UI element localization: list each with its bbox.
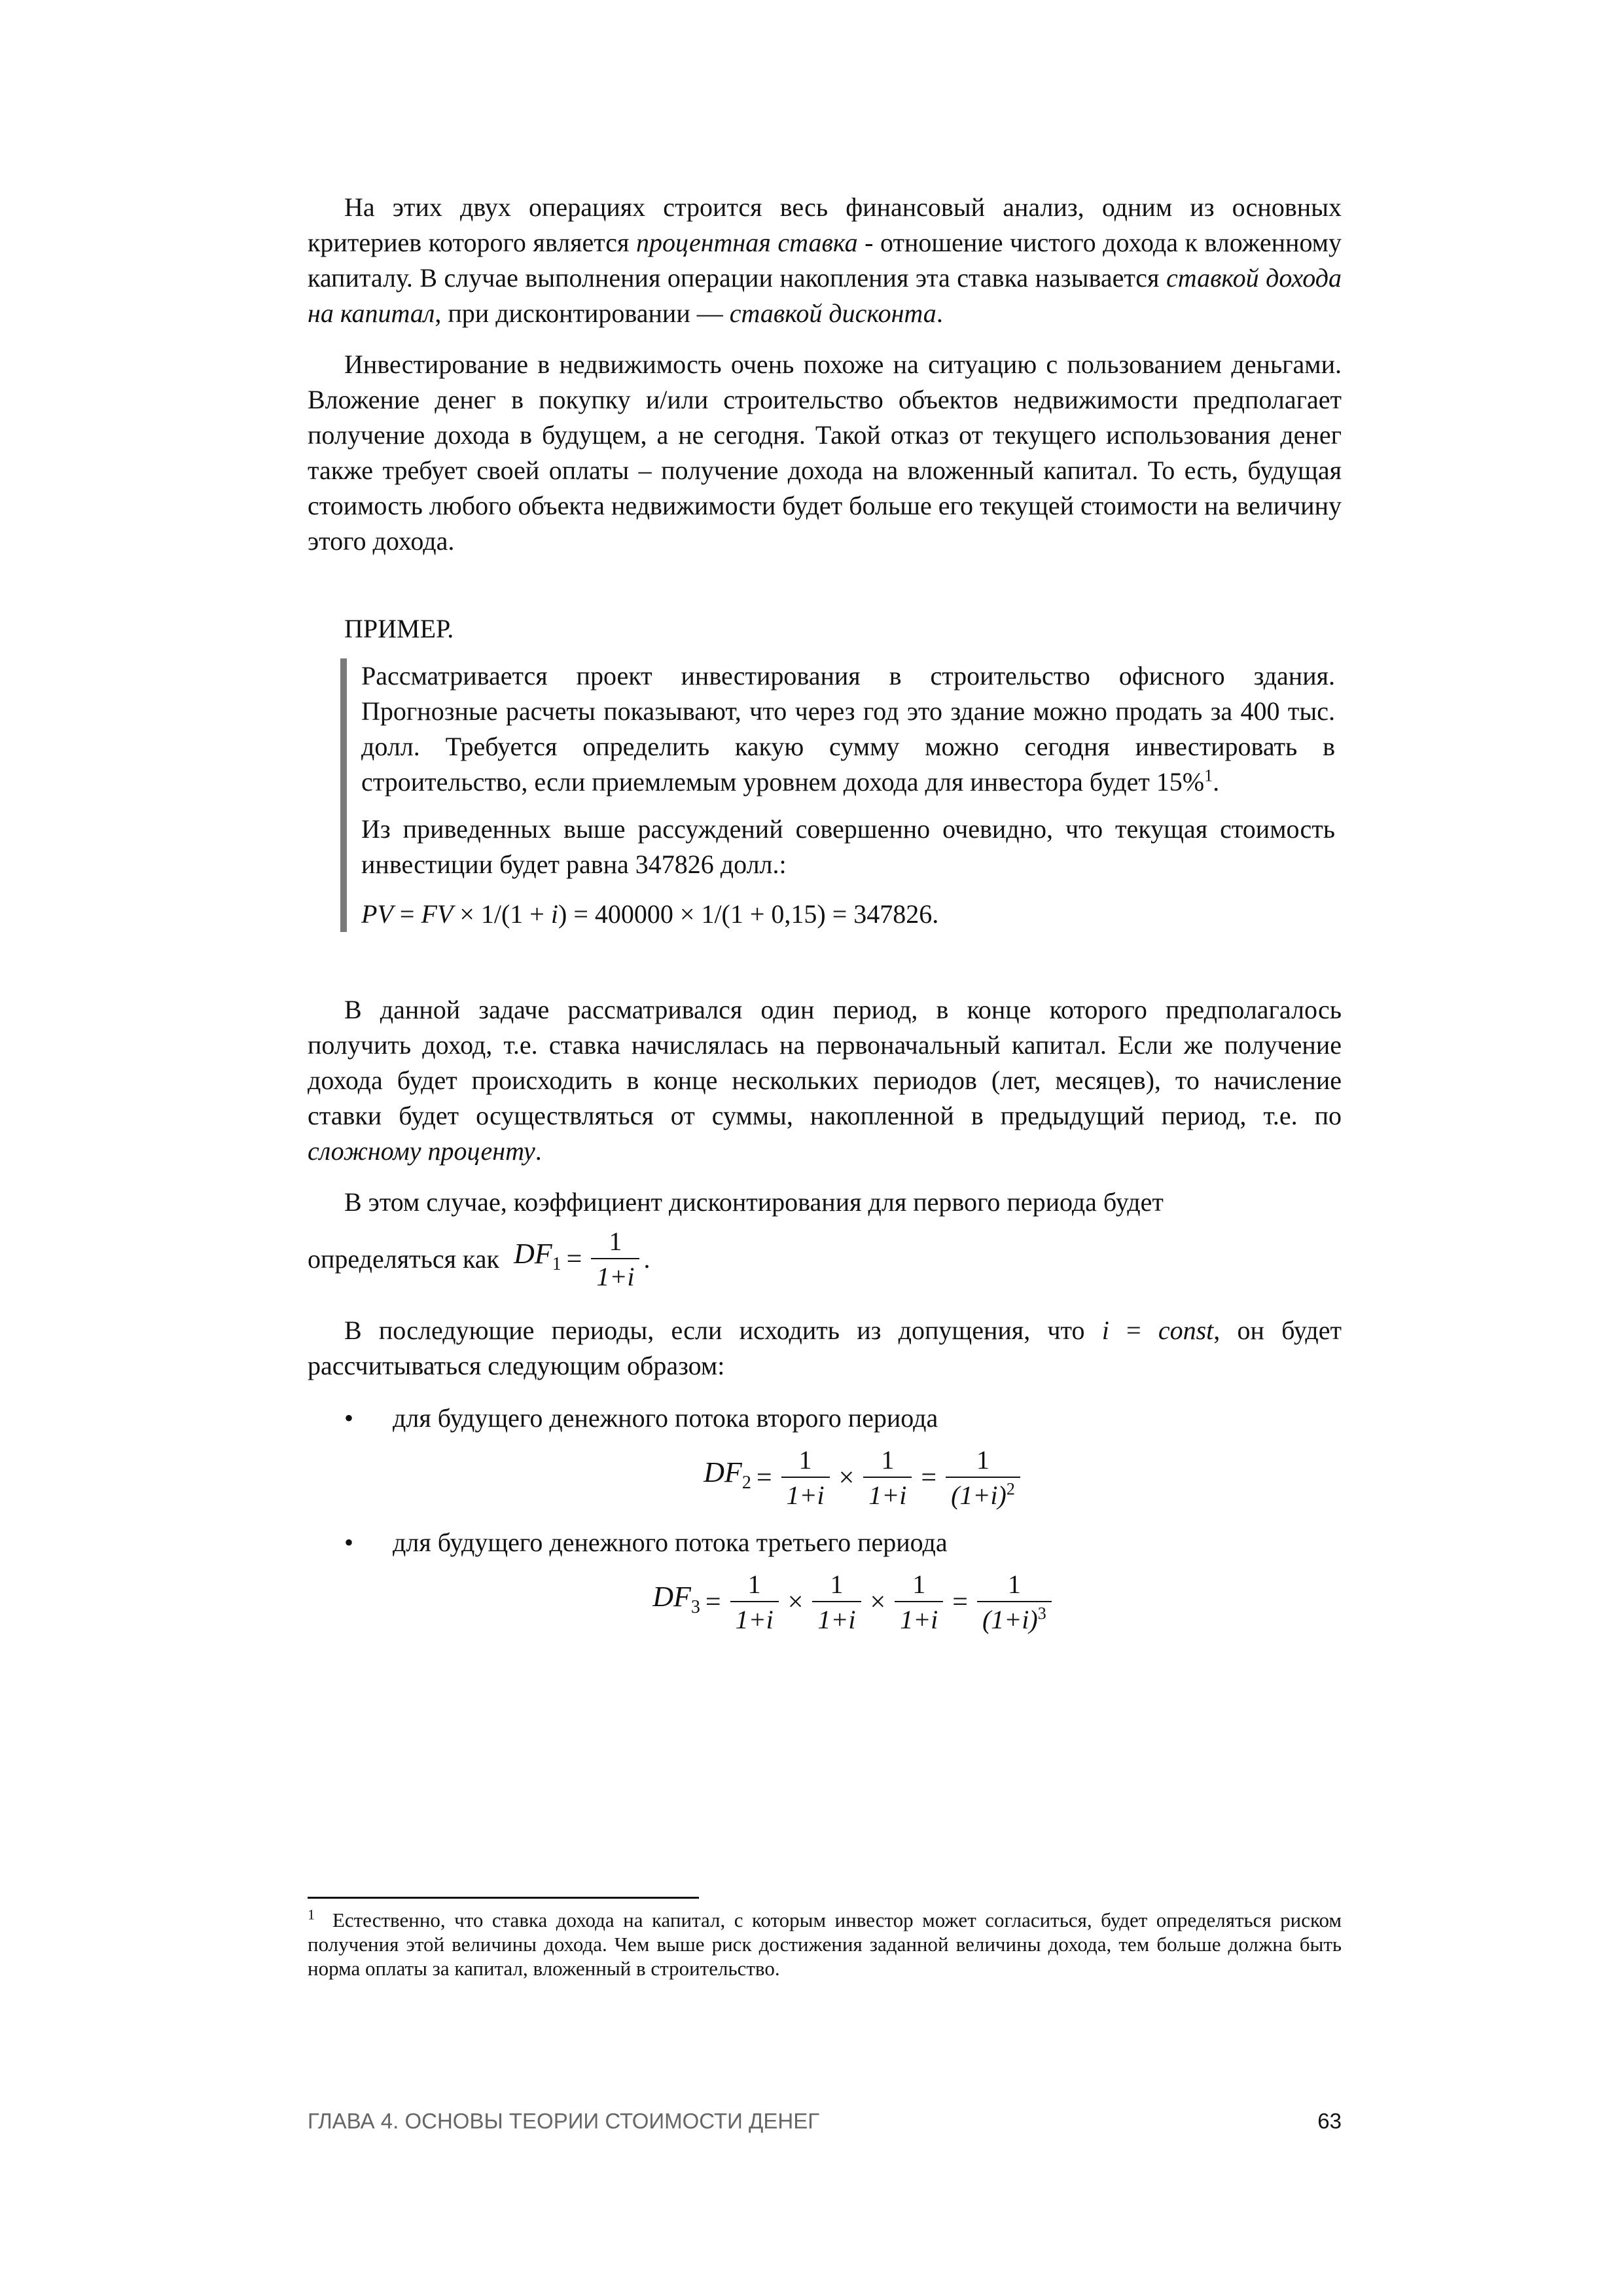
example-title: ПРИМЕР. xyxy=(344,614,454,643)
list-item: • для будущего денежного потока второго периода xyxy=(308,1401,1342,1436)
term-discount-rate: ставкой дисконта xyxy=(729,298,936,328)
paragraph-financial-analysis: На этих двух операциях строится весь финансовый анализ, одним из основных критериев которого является процентная ставка - отношение чистого дохода к вложенному капиталу. В случае выполнения операции накопления эта ставка называется ставкой дохода на капитал, при дисконтировании — ставкой дисконта. xyxy=(308,192,1342,328)
footnote-divider xyxy=(308,1897,699,1899)
df1-fraction: $\frac{1}{1+i}$ xyxy=(591,1225,639,1293)
df3-formula: $DF_3$ = $\frac{1}{1+i}$ × $\frac{1}{1+i}$ × $\frac{1}{1+i}$ = $\frac{1}{(1+i)^3}$ xyxy=(366,1568,1342,1636)
footnote-ref: 1 xyxy=(1204,766,1213,785)
df1-line: определяться как $DF_1$ = $\frac{1}{1+i}$ . xyxy=(308,1225,1342,1293)
example-formula: PV = FV × 1/(1 + i) = 400000 × 1/(1 + 0,15) = 347826. xyxy=(361,899,939,929)
list-item: • для будущего денежного потока третьего периода xyxy=(308,1525,1342,1560)
page-body xyxy=(308,190,1342,1649)
df1-symbol: $DF_1$ xyxy=(514,1238,562,1274)
term-compound-interest: сложному проценту xyxy=(308,1136,535,1166)
period-list-2 xyxy=(308,1525,1342,1560)
footnote-mark: 1 xyxy=(308,1906,315,1923)
paragraph-compound-interest: В данной задаче рассматривался один период, в конце которого предполагалось получить доход, т.е. ставка начислялась на первоначальный капитал. Если же получение дохода будет происходить в конце нескольких периодов (лет, месяцев), то начисление ставки будет осуществляться от суммы, накопленной в предыдущий период, т.е. по сложному проценту. xyxy=(308,995,1342,1166)
footnote: $^1$ Естественно, что ставка дохода на капитал, с которым инвестор может согласиться, будет определяться риском получения этой величины дохода. Чем выше риск достижения заданной величины дохода, тем больше должна быть норма оплаты за капитал, вложенный в строительство. xyxy=(308,1906,1342,1980)
paragraph-discount-factor: В этом случае, коэффициент дисконтирования для первого периода будет xyxy=(344,1187,1164,1217)
example-box xyxy=(340,658,1335,932)
page-number: 63 xyxy=(1317,2109,1342,2133)
example-solution: Из приведенных выше рассуждений совершенно очевидно, что текущая стоимость инвестиции будет равна 347826 долл.: xyxy=(361,814,1335,879)
term-interest-rate: процентная ставка xyxy=(635,228,858,257)
df2-formula: $DF_2$ = $\frac{1}{1+i}$ × $\frac{1}{1+i}$ = $\frac{1}{(1+i)^2}$ xyxy=(386,1444,1342,1512)
example-problem: Рассматривается проект инвестирования в строительство офисного здания. Прогнозные расчеты показывают, что через год это здание можно продать за 400 тыс. долл. Требуется определить какую сумму можно сегодня инвестировать в строительство, если приемлемым уровнем дохода для инвестора будет 15%$^1$. xyxy=(361,661,1335,797)
chapter-title: ГЛАВА 4. ОСНОВЫ ТЕОРИИ СТОИМОСТИ ДЕНЕГ xyxy=(308,2109,820,2133)
paragraph-subsequent-periods: В последующие периоды, если исходить из допущения, что i = const, он будет рассчитываться следующим образом: xyxy=(308,1316,1342,1380)
paragraph-real-estate-investment: Инвестирование в недвижимость очень похоже на ситуацию с пользованием деньгами. Вложение денег в покупку и/или строительство объектов недвижимости предполагает получение дохода в будущем, а не сегодня. Такой отказ от текущего использования денег также требует своей оплаты – получение дохода на вложенный капитал. То есть, будущая стоимость любого объекта недвижимости будет больше его текущей стоимости на величину этого дохода. xyxy=(308,350,1342,556)
period-list xyxy=(308,1401,1342,1436)
term-return-on-capital: ставкой дохода на капитал xyxy=(308,263,1342,328)
page-footer xyxy=(308,2109,1342,2134)
